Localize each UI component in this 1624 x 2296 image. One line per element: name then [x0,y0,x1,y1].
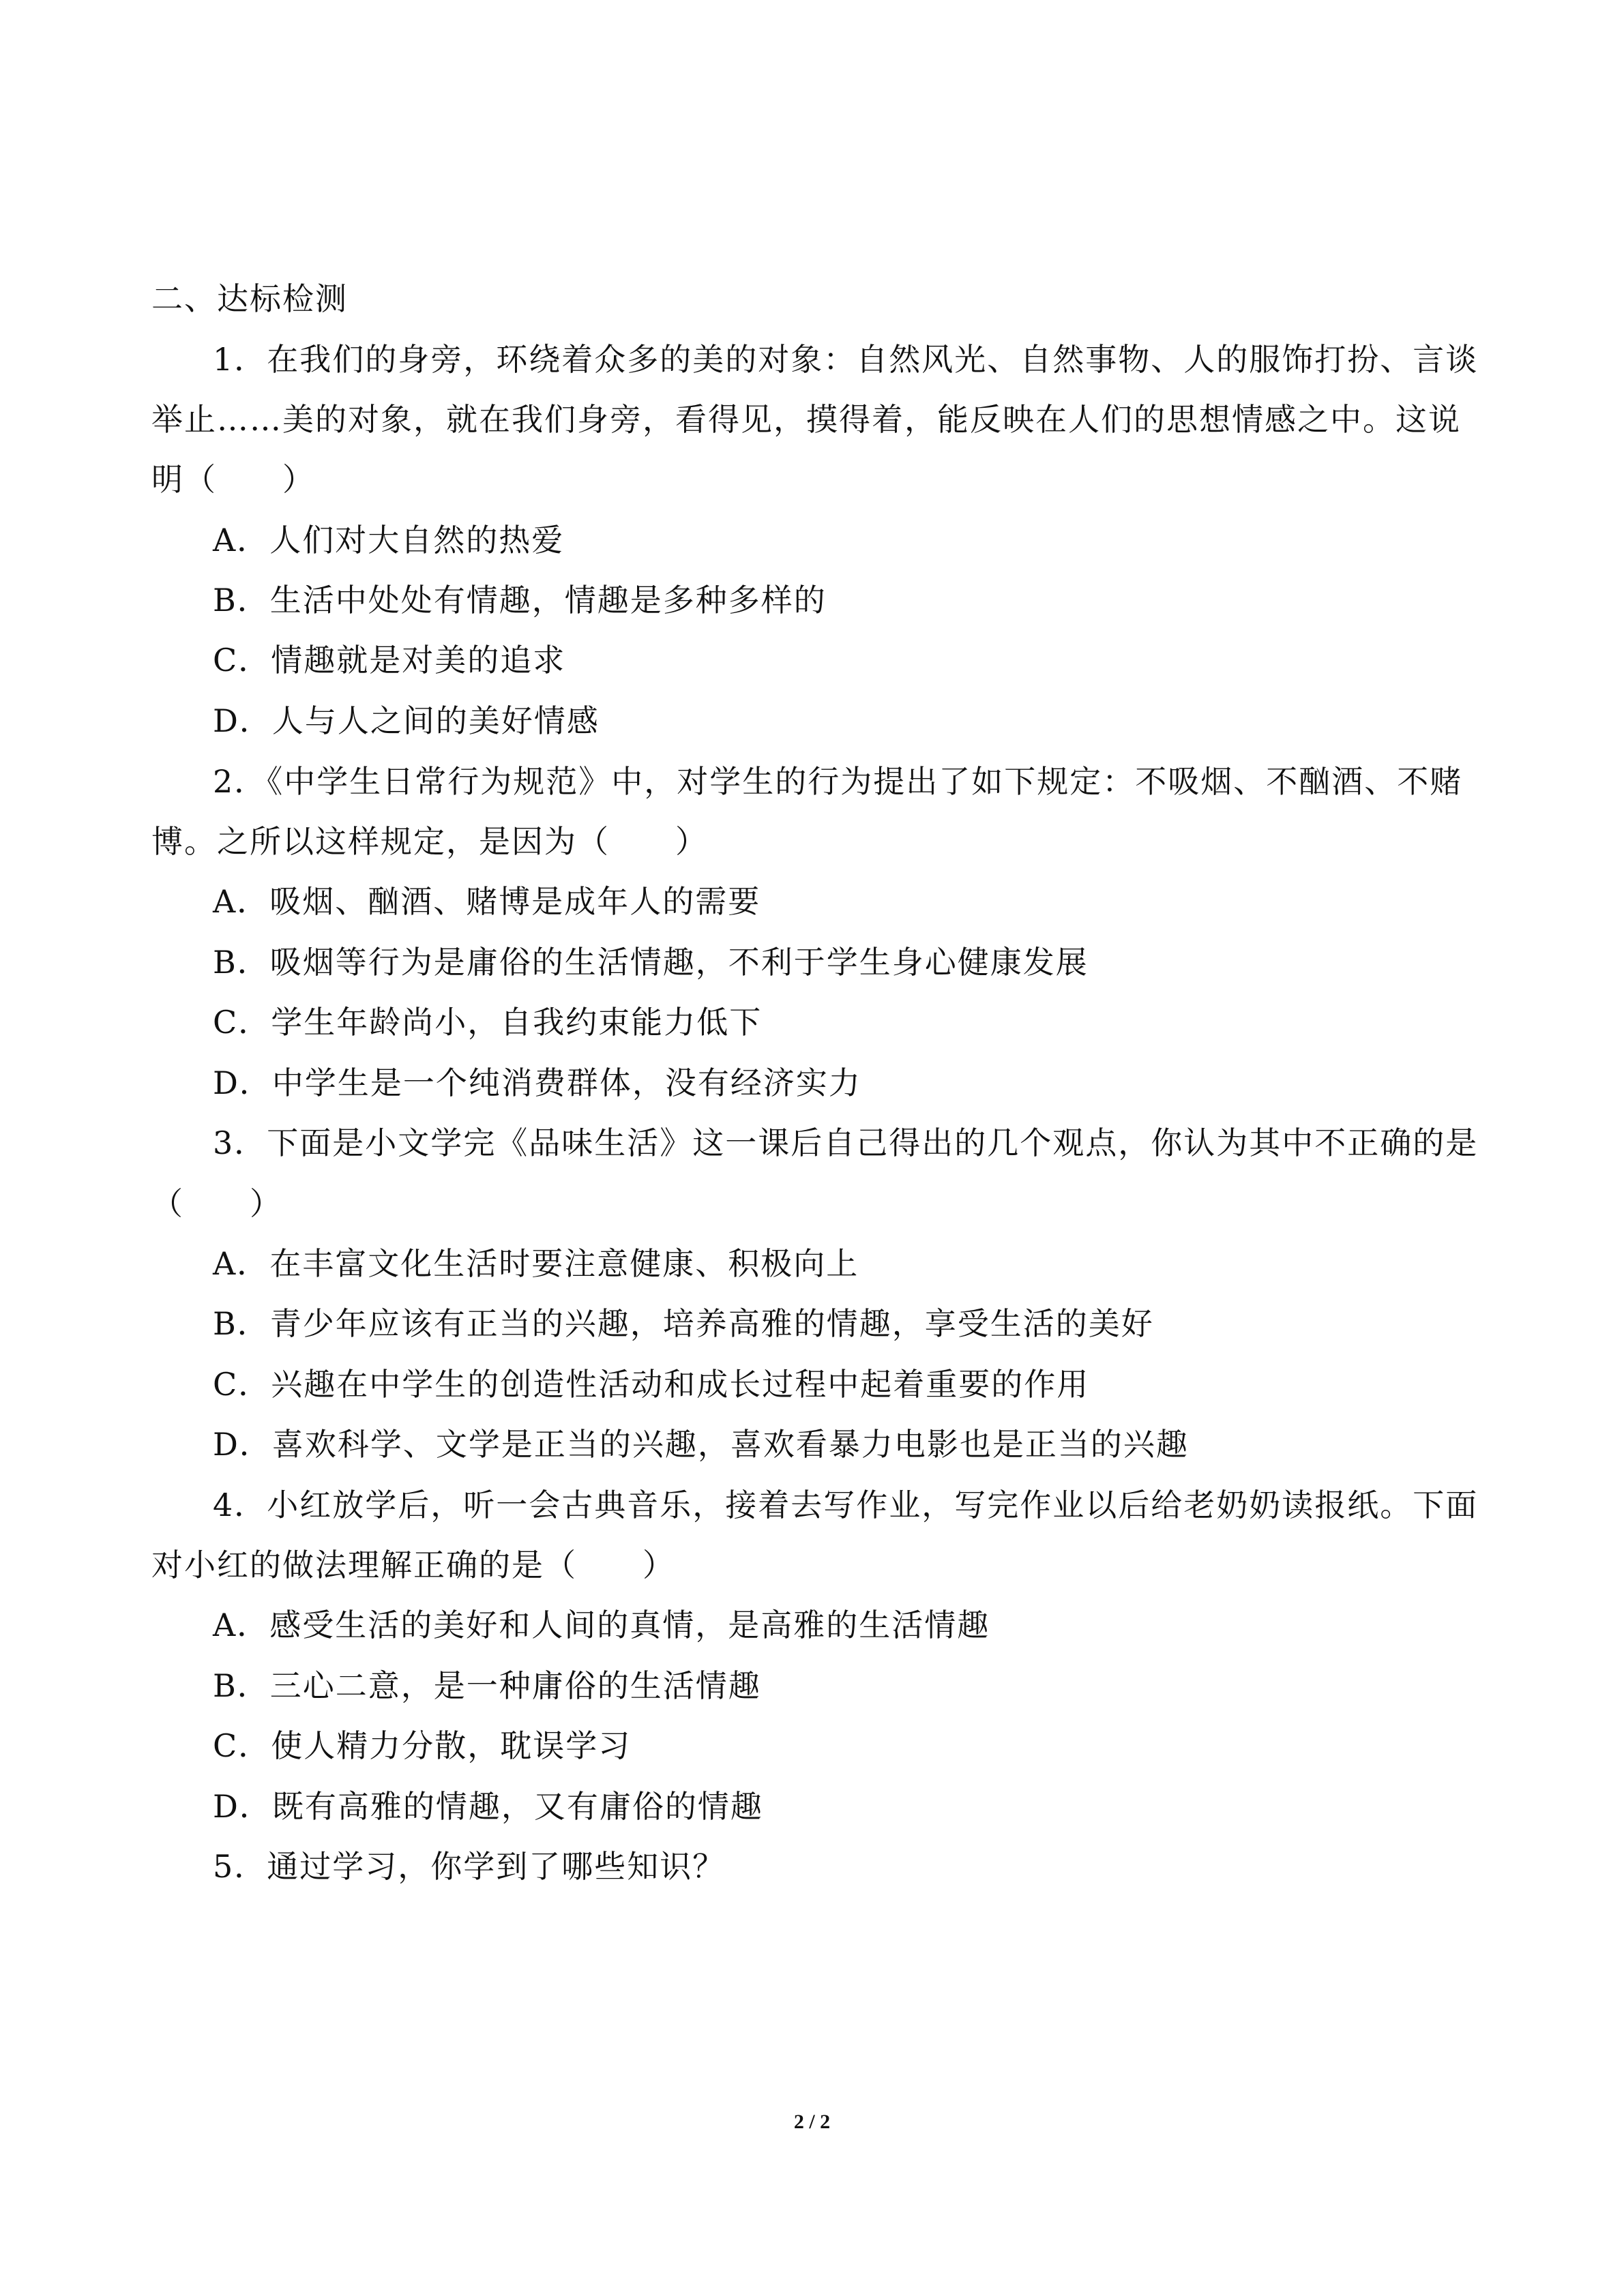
question-2-option-c: C．学生年龄尚小，自我约束能力低下 [213,1004,763,1041]
question-2-option-d: D．中学生是一个纯消费群体，没有经济实力 [213,1064,861,1101]
question-1-line-3: 明（ ） [151,461,315,498]
question-1-line-1: 1．在我们的身旁，环绕着众多的美的对象：自然风光、自然事物、人的服饰打扮、言谈 [213,341,1479,378]
question-3-line-1: 3．下面是小文学完《品味生活》这一课后自己得出的几个观点，你认为其中不正确的是 [213,1124,1479,1161]
question-4-option-b: B．三心二意，是一种庸俗的生活情趣 [213,1667,761,1704]
section-title: 二、达标检测 [151,280,348,317]
question-2-option-a: A．吸烟、酗酒、赌博是成年人的需要 [213,883,761,920]
question-2-line-2: 博。之所以这样规定，是因为（ ） [151,823,708,860]
page-number: 2 / 2 [793,2111,831,2133]
question-4-option-d: D．既有高雅的情趣，又有庸俗的情趣 [213,1788,763,1825]
question-1-option-d: D．人与人之间的美好情感 [213,702,600,739]
question-2-line-1: 2．《中学生日常行为规范》中，对学生的行为提出了如下规定：不吸烟、不酗酒、不赌 [213,763,1463,800]
question-4-line-1: 4．小红放学后，听一会古典音乐，接着去写作业，写完作业以后给老奶奶读报纸。下面 [213,1487,1479,1523]
question-3-option-b: B．青少年应该有正当的兴趣，培养高雅的情趣，享受生活的美好 [213,1305,1154,1342]
question-5-line-1: 5．通过学习，你学到了哪些知识？ [213,1848,726,1885]
question-4-option-a: A．感受生活的美好和人间的真情，是高雅的生活情趣 [213,1607,990,1643]
question-2-option-b: B．吸烟等行为是庸俗的生活情趣，不利于学生身心健康发展 [213,944,1089,981]
question-3-option-d: D．喜欢科学、文学是正当的兴趣，喜欢看暴力电影也是正当的兴趣 [213,1426,1189,1463]
question-4-line-2: 对小红的做法理解正确的是（ ） [151,1547,675,1583]
question-1-option-b: B．生活中处处有情趣，情趣是多种多样的 [213,582,827,618]
question-3-option-c: C．兴趣在中学生的创造性活动和成长过程中起着重要的作用 [213,1366,1090,1403]
question-4-option-c: C．使人精力分散，耽误学习 [213,1727,632,1764]
question-1-option-a: A．人们对大自然的热爱 [213,522,565,558]
question-3-line-2: （ ） [151,1185,282,1222]
question-1-option-c: C．情趣就是对美的追求 [213,642,566,679]
question-1-line-2: 举止……美的对象，就在我们身旁，看得见，摸得着，能反映在人们的思想情感之中。这说 [151,401,1461,438]
question-3-option-a: A．在丰富文化生活时要注意健康、积极向上 [213,1245,859,1282]
